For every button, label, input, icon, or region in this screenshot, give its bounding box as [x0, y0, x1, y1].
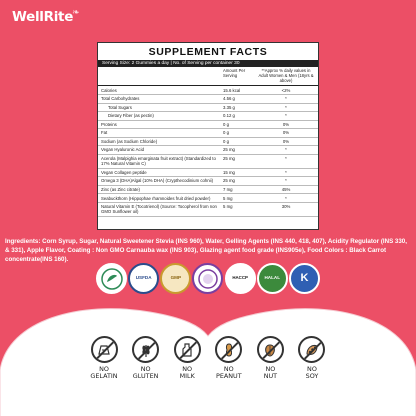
nutrient-daily-value: * [285, 96, 287, 102]
brand-name: WellRite [12, 9, 74, 25]
facts-column-header [98, 67, 318, 86]
nutrient-amount: 25 mg [223, 147, 235, 153]
nutrient-daily-value: <2% [281, 87, 291, 93]
serving-size: Serving Size: 2 Gummies a day | No. of Serving per container 30 [98, 60, 318, 67]
nutrient-name: Total Carbohydrates [101, 96, 140, 102]
gelatin-icon [91, 336, 118, 363]
nutrient-amount: 15.6 kcal [223, 87, 241, 93]
facts-rows [98, 86, 318, 216]
haccp-icon: HACCP [232, 275, 248, 281]
no-gelatin-item: NO GELATIN [86, 336, 122, 381]
nutrient-daily-value: 0% [282, 138, 290, 144]
no-milk-item: NO MILK [169, 336, 205, 381]
kosher-icon: K [300, 272, 309, 284]
peanut-icon [215, 336, 242, 363]
facts-title: SUPPLEMENT FACTS [148, 46, 268, 58]
facts-row [98, 138, 318, 147]
nutrient-name: Acerola (Malpighia emarginata fruit extract) (Standardized to 17% Natural Vitamin C) [101, 155, 216, 167]
nutrient-amount: 5 mg [223, 195, 233, 201]
brand-logo [12, 9, 80, 25]
nutrient-amount: 3.35 g [223, 104, 235, 110]
nut-icon [257, 336, 284, 363]
facts-row [98, 155, 318, 169]
nutrient-amount: 25 mg [223, 155, 235, 161]
nutrient-amount: 0.12 g [223, 113, 235, 119]
nutrient-name: Omega 3 (DHA)Algal (10% DHA) (Crypthecodinium cohnii) [101, 178, 213, 184]
nutrient-amount: 7 mg [223, 186, 233, 192]
nutrient-name: Proteins [101, 121, 117, 127]
facts-row [98, 203, 318, 217]
nutrient-amount: 5 mg [223, 204, 233, 210]
nutrient-name: Sodium (as Sodium Chloride) [101, 138, 158, 144]
facts-row [98, 86, 318, 95]
nutrient-name: Vegan Hyaluronic Acid [101, 147, 144, 153]
nutrient-amount: 15 mg [223, 169, 235, 175]
nutrient-amount: 0 g [223, 130, 229, 136]
nutrient-daily-value: * [285, 113, 287, 119]
facts-row [98, 95, 318, 104]
nutrient-daily-value: 30% [281, 204, 291, 210]
nutrient-name: Calories [101, 87, 117, 93]
facts-row [98, 129, 318, 138]
nutrient-name: Seabuckthorn (Hippophae rhamnoides fruit dried powder) [101, 195, 211, 201]
no-peanut-item: NO PEANUT [211, 336, 247, 381]
usfda-icon: USFDA [135, 275, 152, 281]
leaf-cert-icon [101, 268, 123, 290]
gmp-icon: GMP [170, 275, 182, 281]
wheat-icon [132, 336, 159, 363]
halal-icon: HALAL [264, 275, 281, 281]
nutrient-daily-value: * [285, 147, 287, 153]
no-soy-item: NO SOY [294, 336, 330, 381]
ingredients-text: Ingredients: Corn Syrup, Sugar, Natural Sweetener Stevia (INS 960), Water, Gelling Agents (INS 440, 418, 407), Acidity Regulator (INS 330, & 331), Apple Flavor, Coating : Non GMO Carnauba wax (INS 903), Glazing agent food grade (INS905e), Food Colors : Black Carrot concentrate(INS 160). [5, 238, 407, 263]
nutrient-amount: 0 g [223, 138, 229, 144]
amount-column-label: Amount Per Serving [223, 68, 246, 78]
nutrient-daily-value: 45% [281, 186, 291, 192]
iso-icon [197, 268, 219, 290]
nutrient-daily-value: * [285, 169, 287, 175]
facts-row [98, 194, 318, 203]
nutrient-amount: 0 g [223, 121, 229, 127]
facts-row [98, 112, 318, 121]
nutrient-daily-value: * [285, 155, 287, 161]
nutrient-amount: 25 mg [223, 178, 235, 184]
allergen-free-icons [86, 336, 330, 381]
nutrient-name: Fat [101, 130, 108, 136]
nutrient-name: Dietary Fiber (as pectin) [108, 113, 154, 119]
nutrient-daily-value: * [285, 178, 287, 184]
soybean-icon [298, 336, 325, 363]
facts-row [98, 177, 318, 186]
facts-row [98, 104, 318, 113]
nutrient-amount: 4.56 g [223, 96, 235, 102]
leaf-icon: ❧ [72, 8, 80, 18]
nutrient-name: Vegan Collagen peptide [101, 169, 147, 175]
nutrient-name: Natural Vitamin E (Tocotrienol) (Source: Tocopherol from non GMO Sunflower oil) [101, 204, 217, 215]
nutrient-name: Zinc (as Zinc citrate) [101, 186, 140, 192]
nutrient-daily-value: * [285, 195, 287, 201]
milk-bottle-icon [174, 336, 201, 363]
dv-column-label: **Approx % daily values in Adult Women & Men (18yrs & above) [258, 68, 314, 83]
no-gluten-item: NO GLUTEN [128, 336, 164, 381]
facts-row [98, 121, 318, 130]
nutrient-daily-value: * [285, 104, 287, 110]
facts-row [98, 146, 318, 155]
no-nut-item: NO NUT [252, 336, 288, 381]
nutrient-name: Total Sugars [108, 104, 132, 110]
facts-row [98, 186, 318, 195]
supplement-facts-panel [97, 42, 319, 230]
facts-row [98, 169, 318, 178]
nutrient-daily-value: 0% [282, 130, 290, 136]
nutrient-daily-value: 0% [282, 121, 290, 127]
